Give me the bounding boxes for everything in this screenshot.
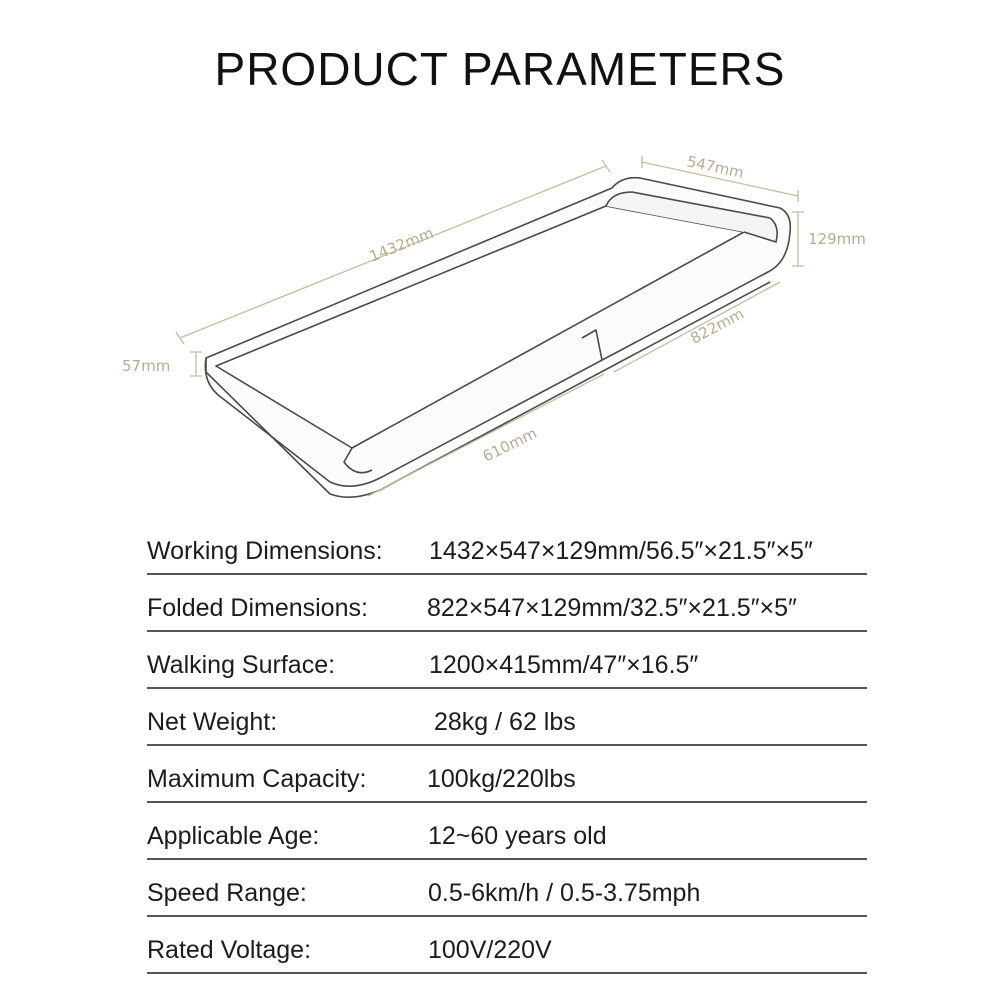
folded-length-label: 822mm — [687, 304, 747, 348]
spec-value: 1432×547×129mm/56.5″×21.5″×5″ — [429, 537, 813, 565]
spec-label: Walking Surface: — [147, 651, 336, 679]
spec-value: 822×547×129mm/32.5″×21.5″×5″ — [427, 594, 797, 622]
spec-row-maximum-capacity — [147, 746, 867, 803]
spec-label: Speed Range: — [147, 879, 307, 907]
spec-label: Net Weight: — [147, 708, 278, 736]
spec-row-applicable-age — [147, 803, 867, 860]
belt-section-label: 610mm — [479, 424, 540, 466]
length-label: 1432mm — [366, 223, 436, 266]
spec-row-working-dimensions — [147, 518, 867, 575]
spec-row-folded-dimensions — [147, 575, 867, 632]
spec-value: 100V/220V — [428, 936, 552, 964]
spec-label: Rated Voltage: — [147, 936, 312, 964]
spec-row-walking-surface — [147, 632, 867, 689]
spec-value: 1200×415mm/47″×16.5″ — [429, 651, 699, 679]
spec-value: 0.5-6km/h / 0.5-3.75mph — [428, 879, 701, 907]
spec-value: 28kg / 62 lbs — [434, 708, 576, 736]
width-label: 547mm — [685, 152, 746, 182]
spec-label: Folded Dimensions: — [147, 594, 368, 622]
spec-value: 12~60 years old — [428, 822, 607, 850]
spec-label: Applicable Age: — [147, 822, 320, 850]
spec-row-speed-range — [147, 860, 867, 917]
spec-table — [147, 518, 867, 974]
spec-row-rated-voltage — [147, 917, 867, 974]
front-height-label: 57mm — [122, 357, 171, 375]
spec-label: Maximum Capacity: — [147, 765, 367, 793]
spec-value: 100kg/220lbs — [427, 765, 576, 793]
page-title: PRODUCT PARAMETERS — [214, 43, 786, 95]
spec-row-net-weight — [147, 689, 867, 746]
treadmill-diagram — [0, 130, 1000, 510]
spec-label: Working Dimensions: — [147, 537, 383, 565]
rear-height-label: 129mm — [808, 230, 866, 248]
